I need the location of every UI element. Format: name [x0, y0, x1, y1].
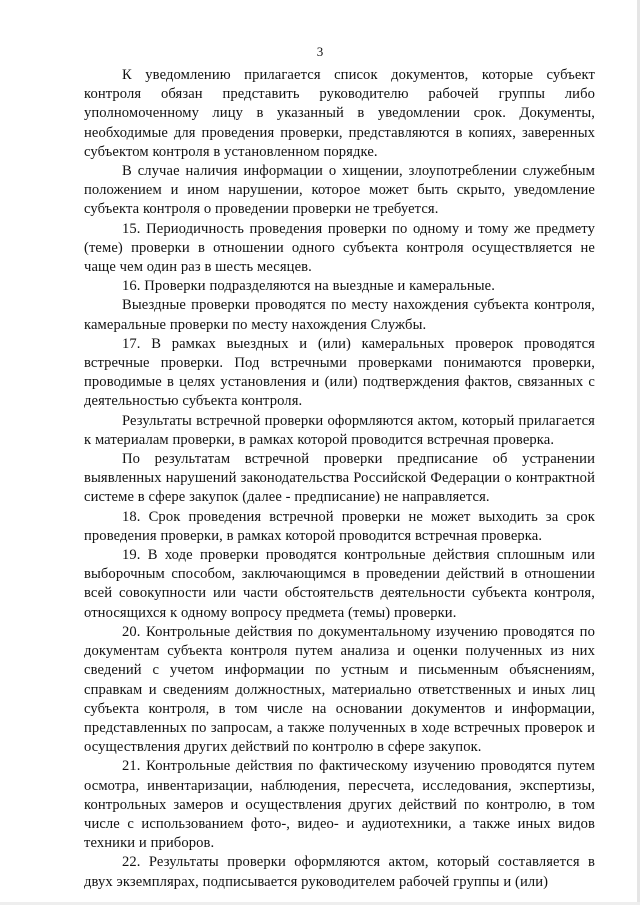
paragraph-18-term: 18. Срок проведения встречной проверки не может выходить за срок проведения проверки, в рамках которой проводится встречная проверка. [84, 508, 595, 544]
paragraph-15-periodicity: 15. Периодичность проведения проверки по одному и тому же предмету (теме) проверки в отношении одного субъекта контроля осуществляется не чаще чем один раз в шесть месяцев. [84, 220, 595, 276]
paragraph-17-counter-checks: 17. В рамках выездных и (или) камеральных проверок проводятся встречные проверки. Под встречными проверками понимаются проверки, проводимые в целях установления и (или) подтверждения фактов, связанных с деятельностью субъекта контроля. [84, 335, 595, 410]
paragraph-counter-check-results: Результаты встречной проверки оформляются актом, который прилагается к материалам проверки, в рамках которой проводится встречная проверка. [84, 412, 595, 448]
paragraph-theft-case: В случае наличия информации о хищении, злоупотреблении служебным положением и ином нарушении, которое может быть скрыто, уведомление субъекта контроля о проведении проверки не требуется. [84, 163, 595, 218]
paragraph-21-actual-study: 21. Контрольные действия по фактическому изучению проводятся путем осмотра, инвентаризации, наблюдения, пересчета, исследования, экспертизы, контрольных замеров и осуществления других действий по контролю, в том числе с использованием фото-, видео- и аудиотехники, а также иных видов техники и приборов. [84, 758, 595, 852]
paragraph-20-documentary-study: 20. Контрольные действия по документальному изучению проводятся по документам субъекта контроля путем анализа и оценки полученных из них сведений с учетом информации по устным и письменным объяснениям, справкам и сведениям должностных, материально ответственных и иных лиц субъекта контроля, в том числе на основании документов и информации, представленных по запросам, а также полученных в ходе встречных проверок и осуществления других действий по контролю в сфере закупок. [84, 623, 595, 756]
paragraph-documents-list: К уведомлению прилагается список документов, которые субъект контроля обязан представить руководителю рабочей группы либо уполномоченному лицу в указанный в уведомлении срок. Документы, необходимые для проведения проверки, представляются в копиях, заверенных субъектом контроля в установленном порядке. [84, 67, 595, 160]
page-number: 3 [316, 44, 324, 59]
paragraph-onsite-desk: Выездные проверки проводятся по месту нахождения субъекта контроля, камеральные проверки по месту нахождения Службы. [84, 297, 595, 333]
paragraph-16-types: 16. Проверки подразделяются на выездные и камеральные. [122, 278, 495, 295]
paragraph-19-control-actions: 19. В ходе проверки проводятся контрольные действия сплошным или выборочным способом, заключающимся в проведении действий в отношении всей совокупности или части обстоятельств деятельности субъекта контроля, относящихся к одному вопросу предмета (темы) проверки. [84, 547, 595, 621]
paragraph-22-results: 22. Результаты проверки оформляются актом, который составляется в двух экземплярах, подписывается руководителем рабочей группы и (или) [84, 854, 595, 890]
document-body [84, 66, 595, 892]
paragraph-no-order: По результатам встречной проверки предписание об устранении выявленных нарушений законодательства Российской Федерации о контрактной системе в сфере закупок (далее - предписание) не направляется. [84, 451, 595, 506]
